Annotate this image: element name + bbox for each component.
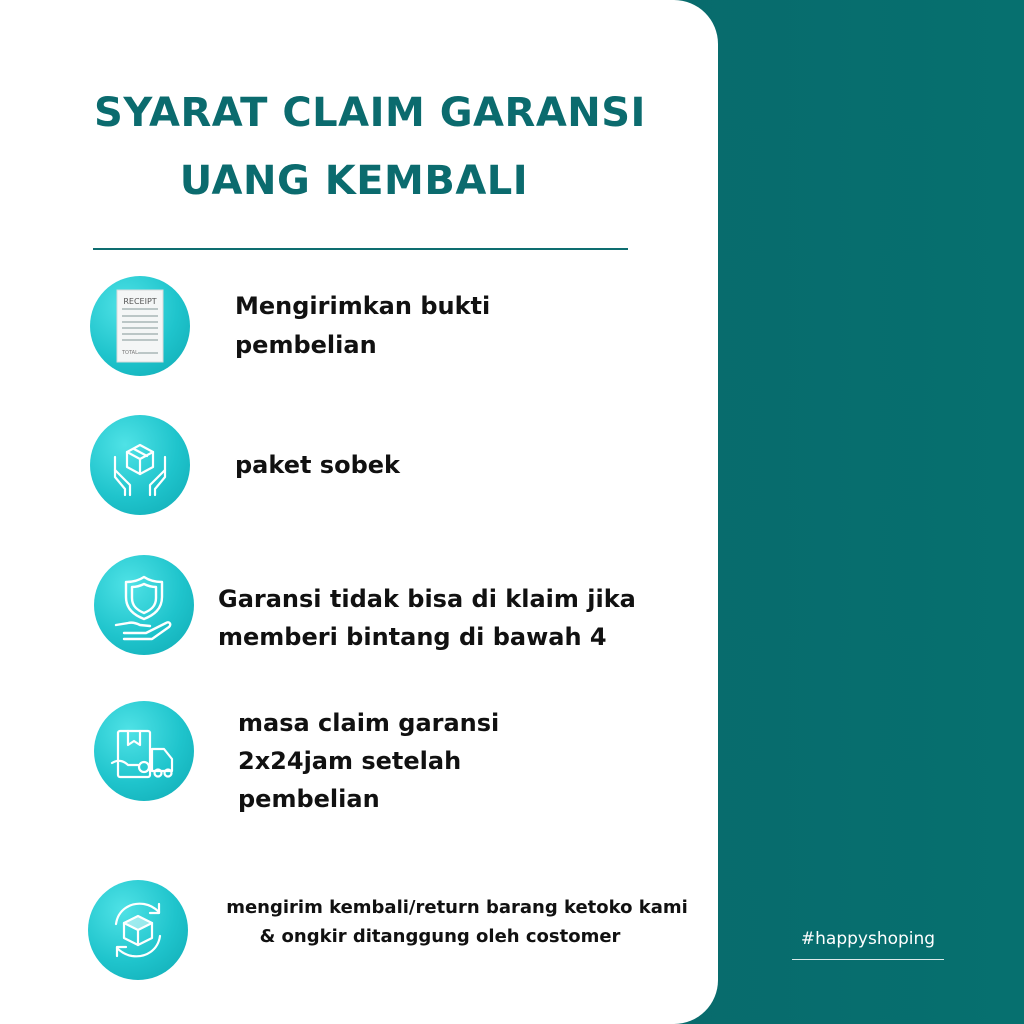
item-1-line-1: Mengirimkan bukti — [235, 292, 491, 320]
shield-hand-icon — [94, 555, 194, 655]
item-3-line-1: Garansi tidak bisa di klaim jika — [218, 585, 636, 613]
delivery-truck-icon — [94, 701, 194, 801]
title-divider — [93, 248, 628, 250]
svg-text:TOTAL: TOTAL — [122, 350, 138, 356]
page-title-line-1: SYARAT CLAIM GARANSI — [94, 90, 646, 136]
item-1-line-2: pembelian — [235, 331, 377, 359]
page-title-line-2: UANG KEMBALI — [179, 158, 529, 204]
hands-holding-box-icon — [90, 415, 190, 515]
item-4-line-2: 2x24jam setelah — [238, 747, 462, 775]
svg-text:RECEIPT: RECEIPT — [123, 297, 157, 306]
item-5-line-1: mengirim kembali/return barang ketoko kami — [226, 897, 688, 918]
receipt-icon — [90, 276, 190, 376]
hashtag-underline — [792, 959, 944, 960]
item-3-line-2: memberi bintang di bawah 4 — [218, 623, 607, 651]
hashtag-label: #happyshoping — [800, 929, 936, 949]
return-box-icon — [88, 880, 188, 980]
item-4-line-1: masa claim garansi — [238, 709, 500, 737]
item-5-line-2: & ongkir ditanggung oleh costomer — [259, 926, 621, 947]
item-2-line-1: paket sobek — [235, 451, 400, 479]
item-4-line-3: pembelian — [238, 785, 380, 813]
